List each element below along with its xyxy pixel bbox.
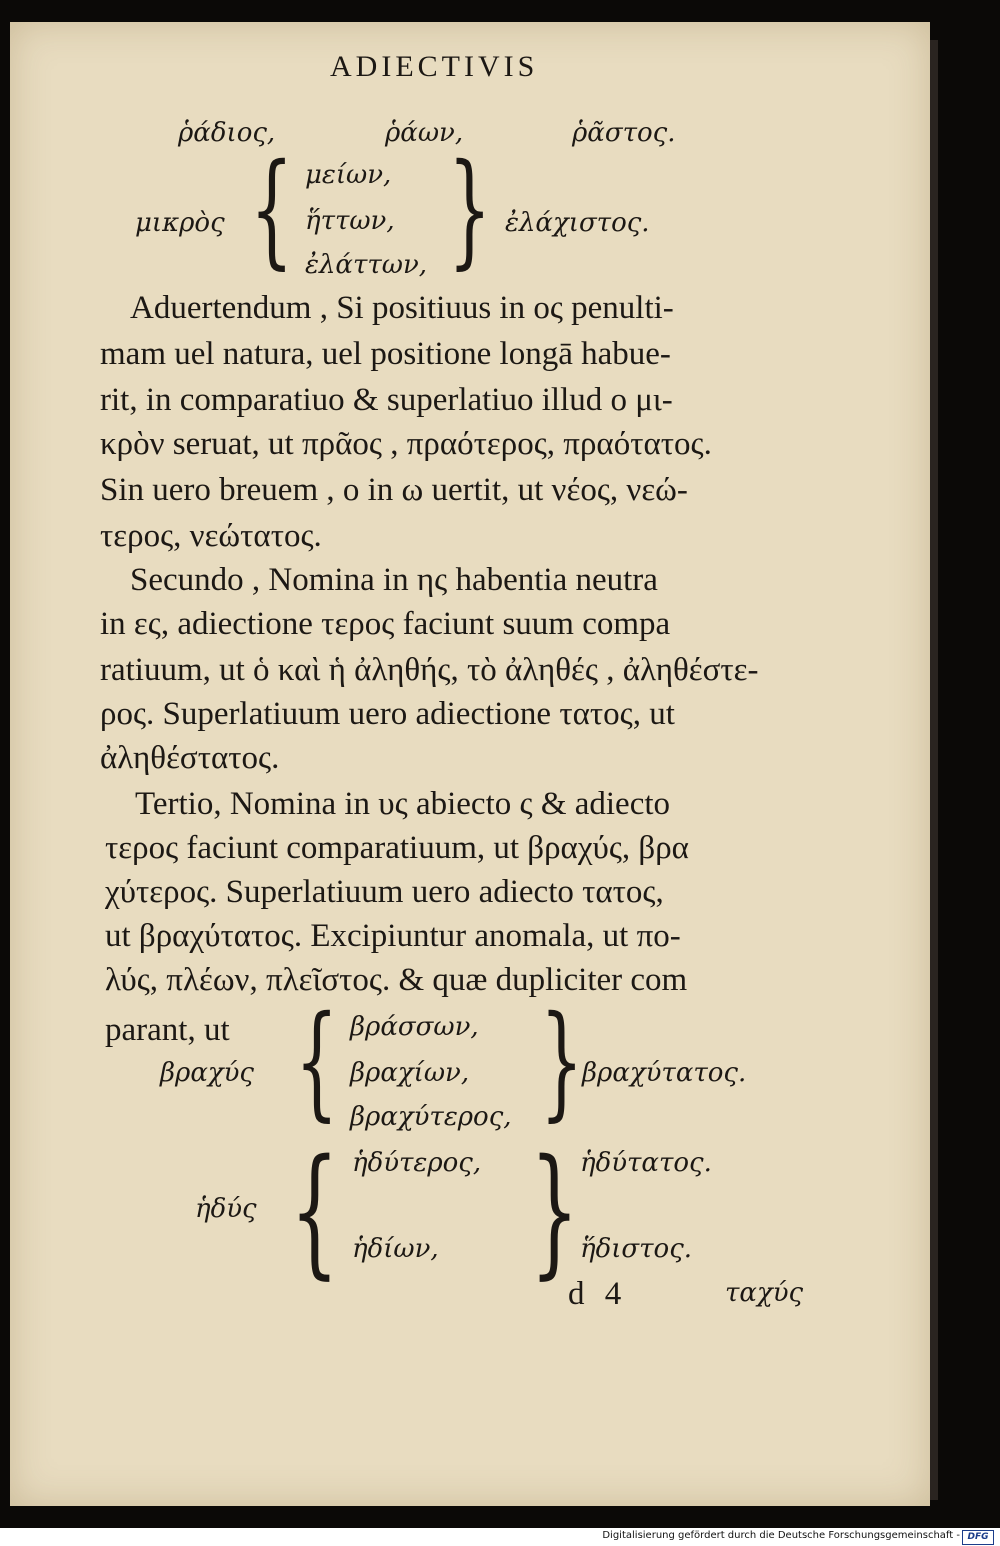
right-brace: }	[448, 138, 492, 282]
paradigm3-positive: βραχύς	[160, 1058, 254, 1088]
paradigm1-positive: ῥάδιος,	[178, 118, 276, 148]
paradigm4-superlative: ἡδύτατος.	[580, 1148, 712, 1178]
digitization-footer	[0, 1528, 1000, 1546]
text-line: Secundo , Nomina in ης habentia neutra	[130, 562, 658, 598]
catchword: ταχύς	[725, 1278, 804, 1308]
text-line: rit, in comparatiuo & superlatiuo illud ο μι-	[100, 382, 673, 418]
paradigm4-comparative: ἡδύτερος,	[352, 1148, 482, 1178]
text-line: Aduertendum , Si positiuus in ος penulti-	[130, 290, 674, 326]
signature-mark: d 4	[568, 1276, 622, 1312]
dfg-logo: DFG	[962, 1530, 994, 1545]
paradigm1-superlative: ῥᾶστος.	[572, 118, 676, 148]
paradigm3-comparative: βραχίων,	[350, 1058, 470, 1088]
paradigm2-comparative: ἥττων,	[305, 206, 395, 236]
text-line: κρὸν seruat, ut πρᾶος , πραότερος, πραότατος.	[100, 426, 712, 462]
page-edge	[930, 40, 938, 1500]
left-brace: {	[295, 990, 339, 1134]
left-brace: {	[290, 1130, 339, 1293]
running-header: ADIECTIVIS	[330, 50, 539, 83]
right-brace: }	[530, 1130, 579, 1293]
paradigm2-comparative: μείων,	[305, 160, 392, 190]
paradigm1-comparative: ῥάων,	[385, 118, 464, 148]
paradigm4-positive: ἡδύς	[195, 1194, 257, 1224]
paradigm3-superlative: βραχύτατος.	[582, 1058, 747, 1088]
text-line: ἀληθέστατος.	[100, 740, 280, 776]
text-line: τερος, νεώτατος.	[100, 518, 322, 554]
footer-text: Digitalisierung gefördert durch die Deutsche Forschungsgemeinschaft -	[602, 1530, 960, 1541]
text-line: χύτερος. Superlatiuum uero adiecto τατος,	[105, 874, 664, 910]
text-line: in ες, adiectione τερος faciunt suum compa	[100, 606, 671, 642]
text-line: ratiuum, ut ὁ καὶ ἡ ἀληθής, τὸ ἀληθές , ἀληθέστε-	[100, 652, 759, 688]
text-line: Tertio, Nomina in υς abiecto ς & adiecto	[135, 786, 671, 822]
text-line: parant, ut	[105, 1012, 230, 1048]
left-brace: {	[250, 138, 294, 282]
paradigm2-positive: μικρὸς	[135, 208, 225, 238]
paradigm4-superlative: ἥδιστος.	[580, 1234, 693, 1264]
text-line: ρος. Superlatiuum uero adiectione τατος, ut	[100, 696, 675, 732]
paradigm2-comparative: ἐλάττων,	[305, 250, 428, 280]
paradigm3-comparative: βραχύτερος,	[350, 1102, 512, 1132]
text-line: Sin uero breuem , ο in ω uertit, ut νέος, νεώ-	[100, 472, 688, 508]
right-brace: }	[540, 990, 584, 1134]
paradigm3-comparative: βράσσων,	[350, 1012, 479, 1042]
text-line: mam uel natura, uel positione longā habue-	[100, 336, 671, 372]
paradigm2-superlative: ἐλάχιστος.	[505, 208, 650, 238]
text-line: λύς, πλέων, πλεῖστος. & quæ dupliciter com	[105, 962, 688, 998]
text-line: ut βραχύτατος. Excipiuntur anomala, ut πο-	[105, 918, 681, 954]
paradigm4-comparative: ἡδίων,	[352, 1234, 439, 1264]
text-line: τερος faciunt comparatiuum, ut βραχύς, βρα	[105, 830, 689, 866]
